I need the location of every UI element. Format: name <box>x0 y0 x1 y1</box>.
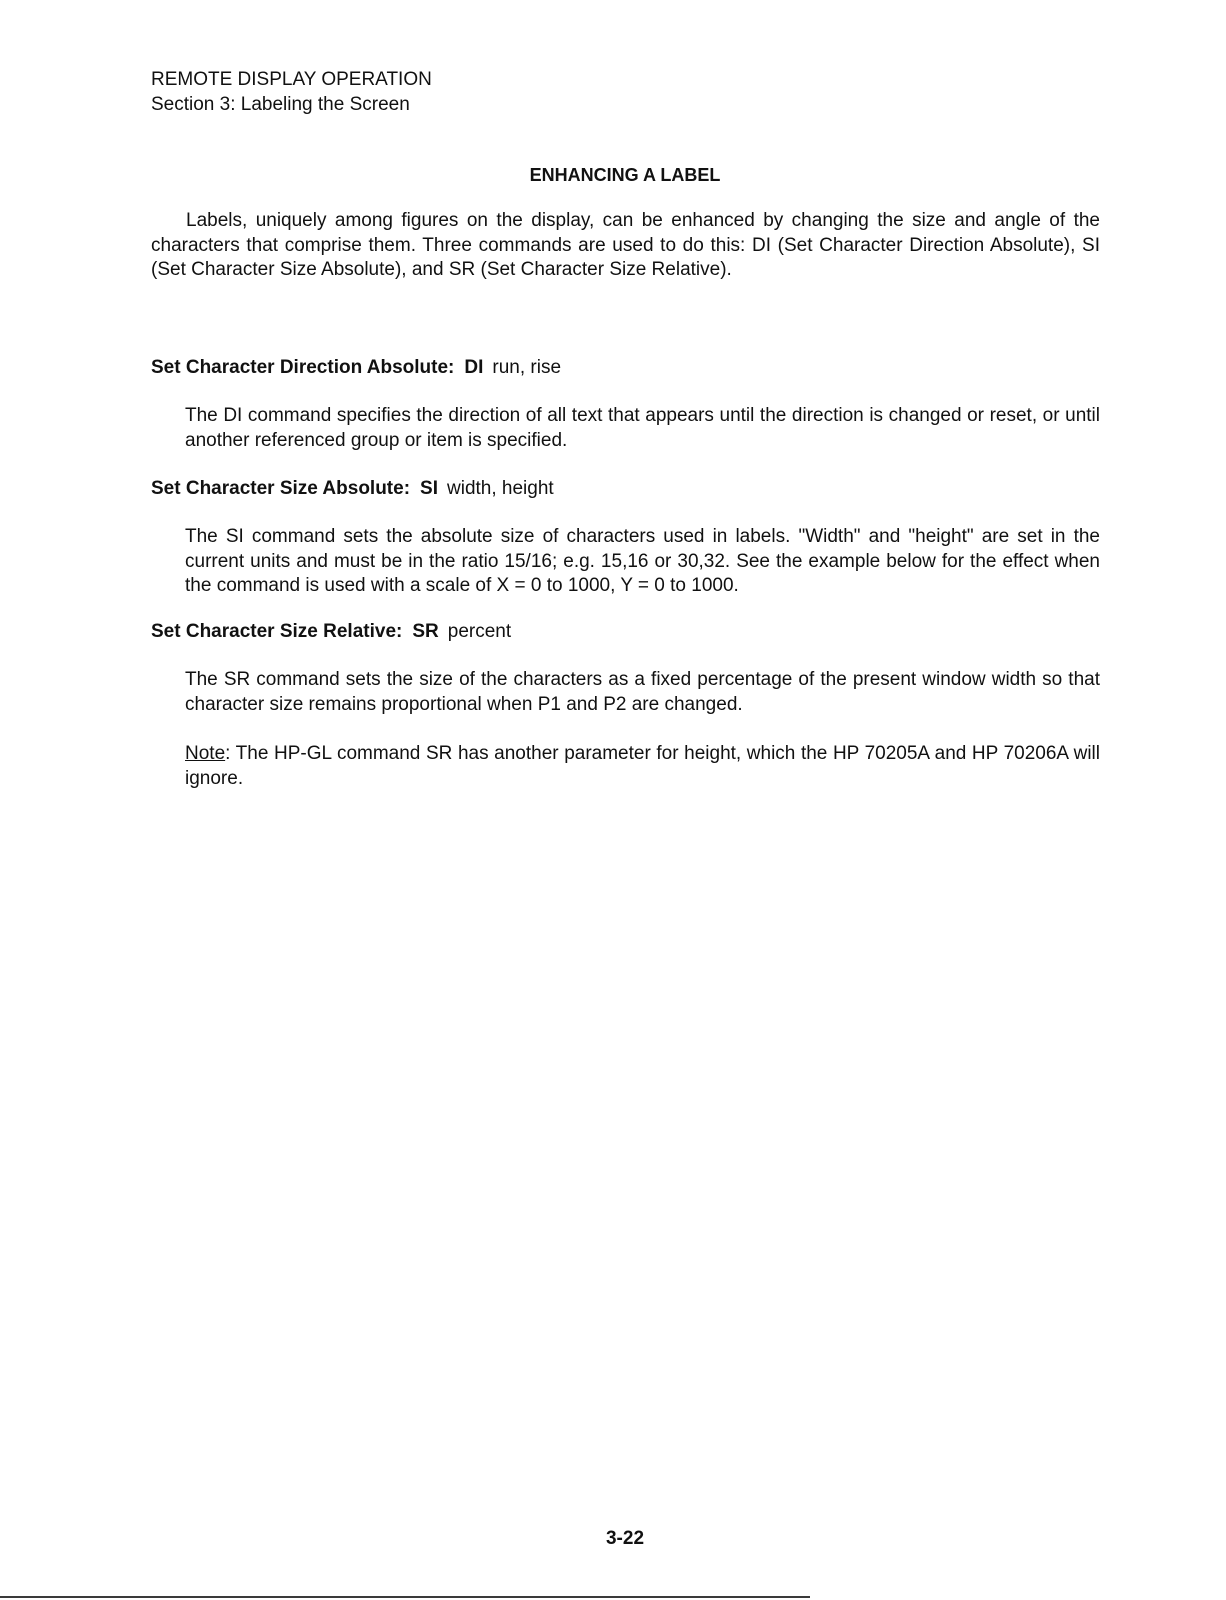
command-args: width, height <box>447 478 554 499</box>
command-mnemonic: SR <box>412 621 439 642</box>
bottom-rule <box>0 1596 810 1598</box>
command-args: run, rise <box>492 357 562 378</box>
note-label: Note <box>185 743 226 764</box>
running-head-section: Section 3: Labeling the Screen <box>151 94 410 115</box>
command-label: Set Character Size Relative: <box>151 621 403 642</box>
command-label: Set Character Size Absolute: <box>151 478 411 499</box>
intro-paragraph: Labels, uniquely among figures on the display, can be enhanced by changing the size and angle of the characters that comprise them. Three commands are used to do this: DI (Set Character Direction Absolute), SI (Set Character Size Absolute), and SR (Set Character Size Relative). <box>151 210 1100 280</box>
command-description-si: The SI command sets the absolute size of characters used in labels. "Width" and "height" are set in the current units and must be in the ratio 15/16; e.g. 15,16 or 30,32. See the example below for the effect when the command is used with a scale of X = 0 to 1000, Y = 0 to 1000. <box>185 526 1100 596</box>
page-number: 3-22 <box>605 1528 645 1549</box>
note-paragraph <box>185 742 1100 791</box>
command-heading-si <box>151 477 554 501</box>
section-title: ENHANCING A LABEL <box>529 165 721 185</box>
command-mnemonic: SI <box>420 478 438 499</box>
command-description-sr: The SR command sets the size of the characters as a fixed percentage of the present window width so that character size remains proportional when P1 and P2 are changed. <box>185 669 1100 715</box>
running-head <box>151 67 432 117</box>
command-mnemonic: DI <box>464 357 484 378</box>
command-heading-di <box>151 356 561 380</box>
note-text: : The HP-GL command SR has another parameter for height, which the HP 70205A and HP 70206A will ignore. <box>185 743 1100 789</box>
command-description-di: The DI command specifies the direction of all text that appears until the direction is changed or reset, or until another referenced group or item is specified. <box>185 405 1100 451</box>
command-label: Set Character Direction Absolute: <box>151 357 455 378</box>
running-head-chapter: REMOTE DISPLAY OPERATION <box>151 69 432 90</box>
command-args: percent <box>447 621 512 642</box>
command-heading-sr <box>151 620 511 644</box>
